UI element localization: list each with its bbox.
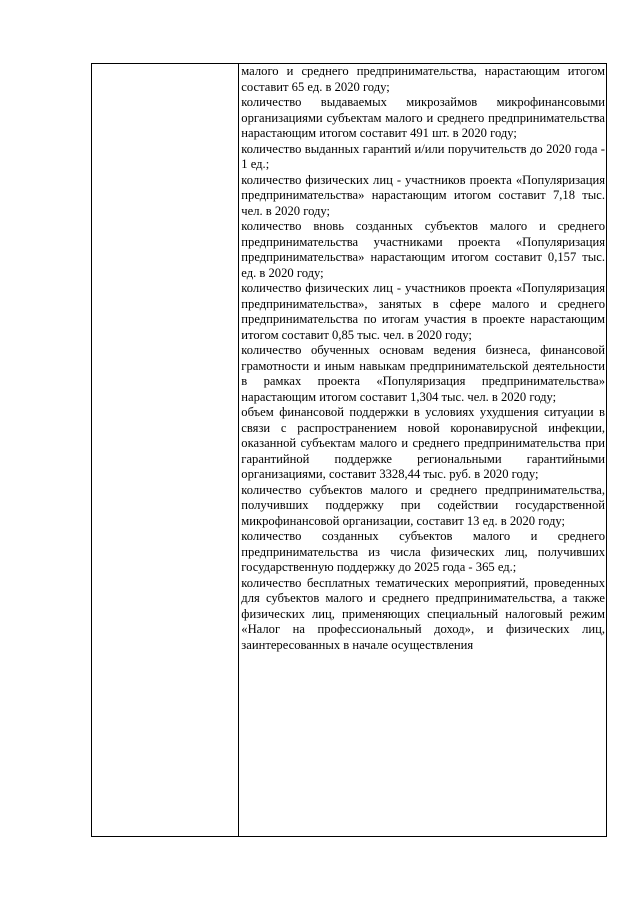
right-cell — [239, 64, 607, 837]
paragraph: количество созданных субъектов малого и среднего предпринимательства из числа физических лиц, получивших государственную поддержку до 2025 года - 365 ед.; — [241, 529, 605, 574]
paragraph: количество выданных гарантий и/или поручительств до 2020 года - 1 ед.; — [241, 141, 605, 171]
paragraph: объем финансовой поддержки в условиях ухудшения ситуации в связи с распространением новой коронавирусной инфекции, оказанной субъектам малого и среднего предпринимательства при гарантийной поддержке региональными гарантийными организациями, составит 3328,44 тыс. руб. в 2020 году; — [241, 405, 605, 481]
indicators-text — [239, 64, 606, 836]
document-table — [91, 63, 607, 837]
paragraph: количество бесплатных тематических мероприятий, проведенных для субъектов малого и среднего предпринимательства, а также физических лиц, применяющих специальный налоговый режим «Налог на профессиональный доход», и физических лиц, заинтересованных в начале осуществления — [241, 575, 605, 652]
paragraph: количество вновь созданных субъектов малого и среднего предпринимательства участниками проекта «Популяризация предпринимательства» нарастающим итогом составит 0,157 тыс. ед. в 2020 году; — [241, 219, 605, 280]
table-row — [92, 64, 607, 837]
paragraph: количество физических лиц - участников проекта «Популяризация предпринимательства» нарастающим итогом составит 7,18 тыс. чел. в 2020 году; — [241, 172, 605, 218]
paragraph: малого и среднего предпринимательства, нарастающим итогом составит 65 ед. в 2020 году; — [241, 64, 605, 94]
paragraph: количество физических лиц - участников проекта «Популяризация предпринимательства», занятых в сфере малого и среднего предпринимательства по итогам участия в проекте нарастающим итогом составит 0,85 тыс. чел. в 2020 году; — [241, 281, 605, 342]
left-cell — [92, 64, 239, 837]
paragraph: количество обученных основам ведения бизнеса, финансовой грамотности и иным навыкам предпринимательской деятельности в рамках проекта «Популяризация предпринимательства» нарастающим итогом составит 1,304 тыс. чел. в 2020 году; — [241, 343, 605, 404]
paragraph: количество выдаваемых микрозаймов микрофинансовыми организациями субъектам малого и среднего предпринимательства нарастающим итогом составит 491 шт. в 2020 году; — [241, 95, 605, 140]
paragraph: количество субъектов малого и среднего предпринимательства, получивших поддержку при содействии государственной микрофинансовой организации, составит 13 ед. в 2020 году; — [241, 482, 605, 528]
